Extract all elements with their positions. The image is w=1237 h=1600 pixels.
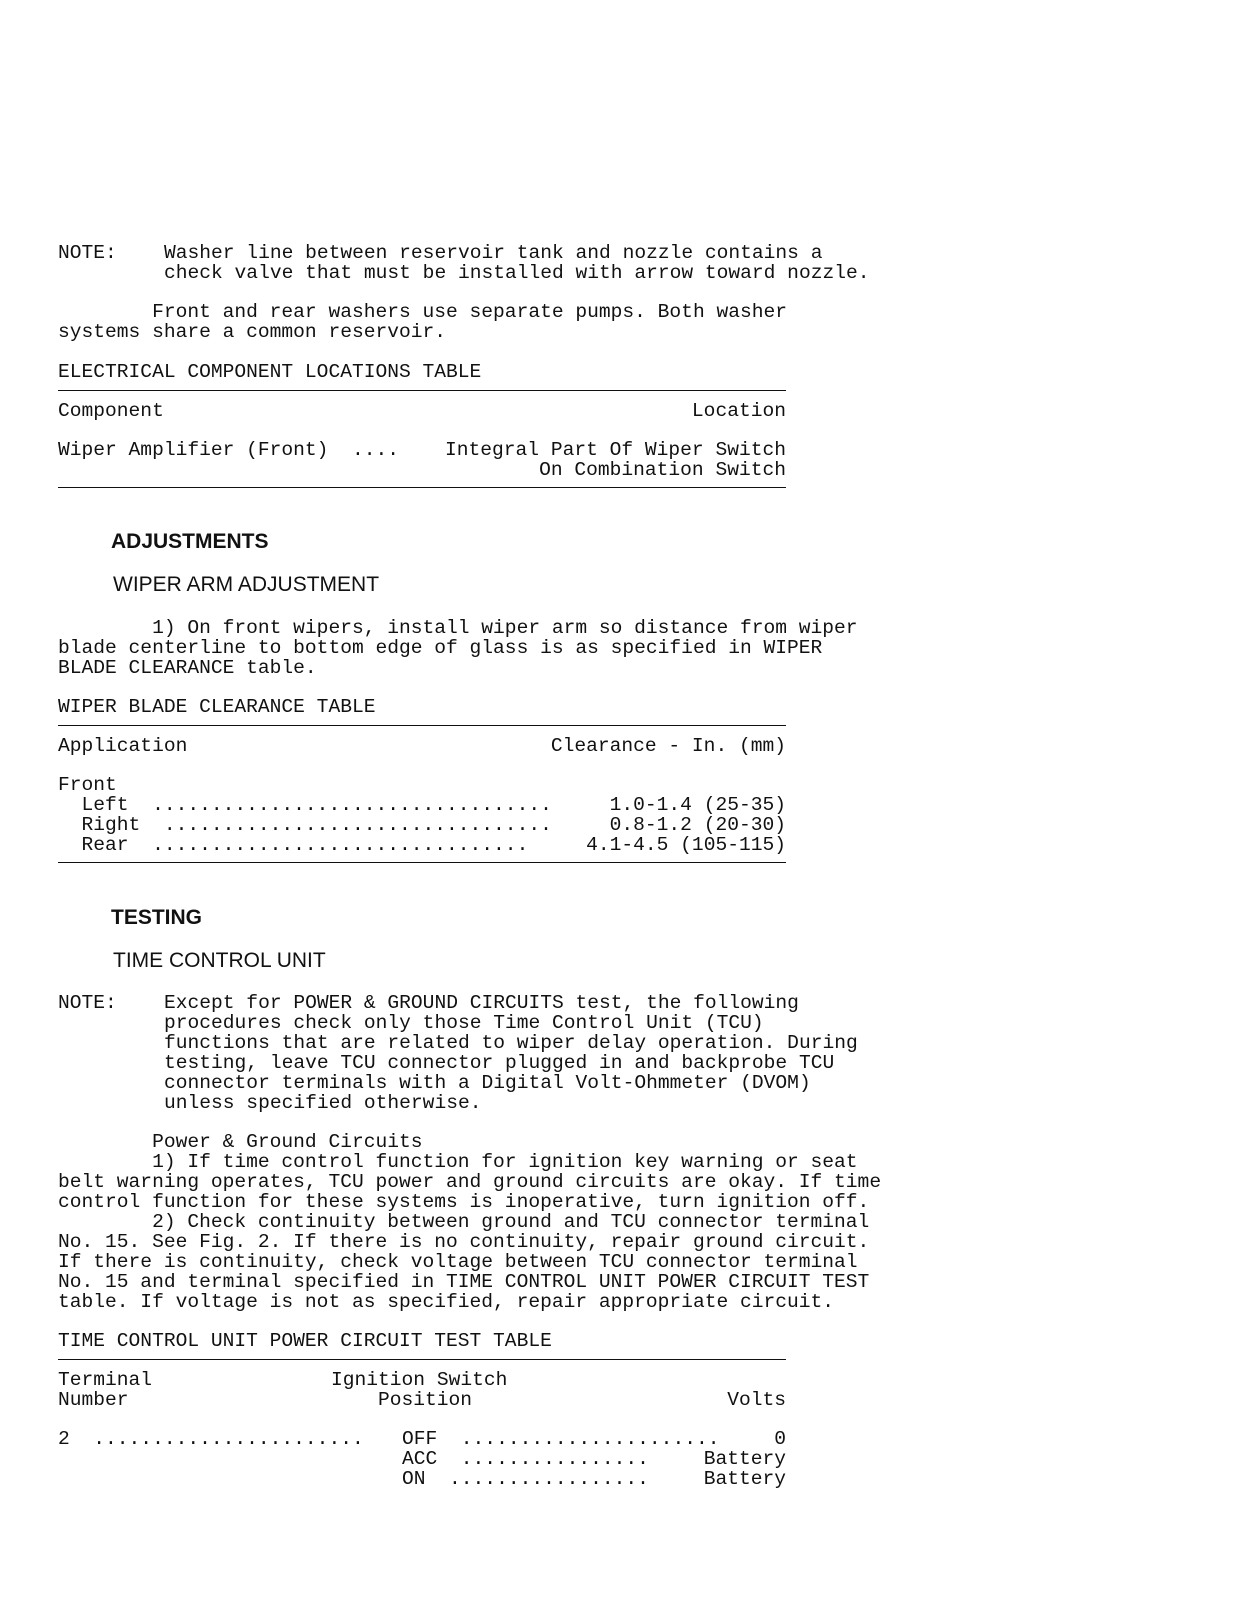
- column-header-application: Application: [58, 735, 188, 757]
- position-cell: ACC ................: [402, 1448, 649, 1470]
- table-header-row: [58, 401, 786, 421]
- table-rule: [58, 487, 786, 488]
- paragraph-line: 1) If time control function for ignition key warning or seat: [58, 1151, 858, 1173]
- paragraph-line: systems share a common reservoir.: [58, 321, 447, 343]
- note-label: NOTE:: [58, 242, 117, 264]
- section-heading: ADJUSTMENTS: [111, 530, 269, 553]
- table-rule: [58, 390, 786, 391]
- paragraph-line: No. 15. See Fig. 2. If there is no continuity, repair ground circuit.: [58, 1231, 870, 1253]
- location-cell: On Combination Switch: [539, 459, 786, 481]
- clearance-cell: 1.0-1.4 (25-35): [609, 794, 786, 816]
- note-line: Except for POWER & GROUND CIRCUITS test, the following: [164, 992, 799, 1014]
- application-cell: Rear ................................: [58, 834, 529, 856]
- column-header-ignition: Position: [378, 1389, 473, 1411]
- location-cell: Integral Part Of Wiper Switch: [445, 439, 786, 461]
- application-cell: Right .................................: [58, 814, 552, 836]
- section-heading: TESTING: [111, 906, 203, 929]
- column-header-terminal: Number: [58, 1389, 129, 1411]
- table-title: ELECTRICAL COMPONENT LOCATIONS TABLE: [58, 361, 482, 383]
- paragraph-line: 2) Check continuity between ground and TCU connector terminal: [58, 1211, 870, 1233]
- table-row: [58, 460, 786, 480]
- table-rule: [58, 862, 786, 863]
- column-header-location: Location: [691, 400, 786, 422]
- note-line: connector terminals with a Digital Volt-Ohmmeter (DVOM): [164, 1072, 811, 1094]
- table-rule: [58, 725, 786, 726]
- note-line: testing, leave TCU connector plugged in and backprobe TCU: [164, 1052, 835, 1074]
- note-line: procedures check only those Time Control Unit (TCU): [164, 1012, 764, 1034]
- note-line: functions that are related to wiper delay operation. During: [164, 1032, 858, 1054]
- note-line: unless specified otherwise.: [164, 1092, 482, 1114]
- table-row: [58, 1429, 786, 1449]
- table-row: [58, 835, 786, 855]
- volts-cell: Battery: [703, 1448, 786, 1470]
- clearance-cell: 4.1-4.5 (105-115): [586, 834, 786, 856]
- paragraph-line: BLADE CLEARANCE table.: [58, 657, 317, 679]
- paragraph-line: belt warning operates, TCU power and ground circuits are okay. If time: [58, 1171, 882, 1193]
- paragraph-line: Front and rear washers use separate pumps. Both washer: [58, 301, 788, 323]
- subsection-heading: WIPER ARM ADJUSTMENT: [113, 573, 380, 596]
- table-row: [58, 795, 786, 815]
- column-header-clearance: Clearance - In. (mm): [550, 735, 786, 757]
- column-header-terminal: Terminal: [58, 1369, 153, 1391]
- paragraph-line: blade centerline to bottom edge of glass is as specified in WIPER: [58, 637, 823, 659]
- paragraph-line: 1) On front wipers, install wiper arm so distance from wiper: [58, 617, 858, 639]
- position-cell: ON .................: [402, 1468, 649, 1490]
- table-title: WIPER BLADE CLEARANCE TABLE: [58, 696, 376, 718]
- volts-cell: Battery: [703, 1468, 786, 1490]
- note-line: check valve that must be installed with arrow toward nozzle.: [164, 262, 870, 284]
- note-line: Washer line between reservoir tank and nozzle contains a: [164, 242, 823, 264]
- table-header-row: [58, 1390, 786, 1410]
- column-header-volts: Volts: [727, 1389, 786, 1411]
- terminal-cell: 2 .......................: [58, 1428, 364, 1450]
- table-rule: [58, 1359, 786, 1360]
- paragraph-line: control function for these systems is inoperative, turn ignition off.: [58, 1191, 870, 1213]
- note-label: NOTE:: [58, 992, 117, 1014]
- table-header-row: [58, 1370, 786, 1390]
- paragraph-line: table. If voltage is not as specified, repair appropriate circuit.: [58, 1291, 835, 1313]
- column-header-ignition: Ignition Switch: [331, 1369, 508, 1391]
- table-header-row: [58, 736, 786, 756]
- paragraph-line: No. 15 and terminal specified in TIME CONTROL UNIT POWER CIRCUIT TEST: [58, 1271, 870, 1293]
- table-row: [58, 815, 786, 835]
- table-row: [58, 1469, 786, 1489]
- subsection-heading: TIME CONTROL UNIT: [113, 949, 326, 972]
- clearance-cell: 0.8-1.2 (20-30): [609, 814, 786, 836]
- volts-cell: 0: [774, 1428, 786, 1450]
- paragraph-line: If there is continuity, check voltage between TCU connector terminal: [58, 1251, 858, 1273]
- column-header-component: Component: [58, 400, 164, 422]
- table-row: [58, 1449, 786, 1469]
- component-cell: Wiper Amplifier (Front) ....: [58, 439, 399, 461]
- position-cell: OFF ......................: [402, 1428, 720, 1450]
- application-cell: Left ..................................: [58, 794, 552, 816]
- subtopic-title: Power & Ground Circuits: [58, 1131, 423, 1153]
- table-title: TIME CONTROL UNIT POWER CIRCUIT TEST TABLE: [58, 1330, 552, 1352]
- table-group-label: Front: [58, 774, 117, 796]
- table-row: [58, 440, 786, 460]
